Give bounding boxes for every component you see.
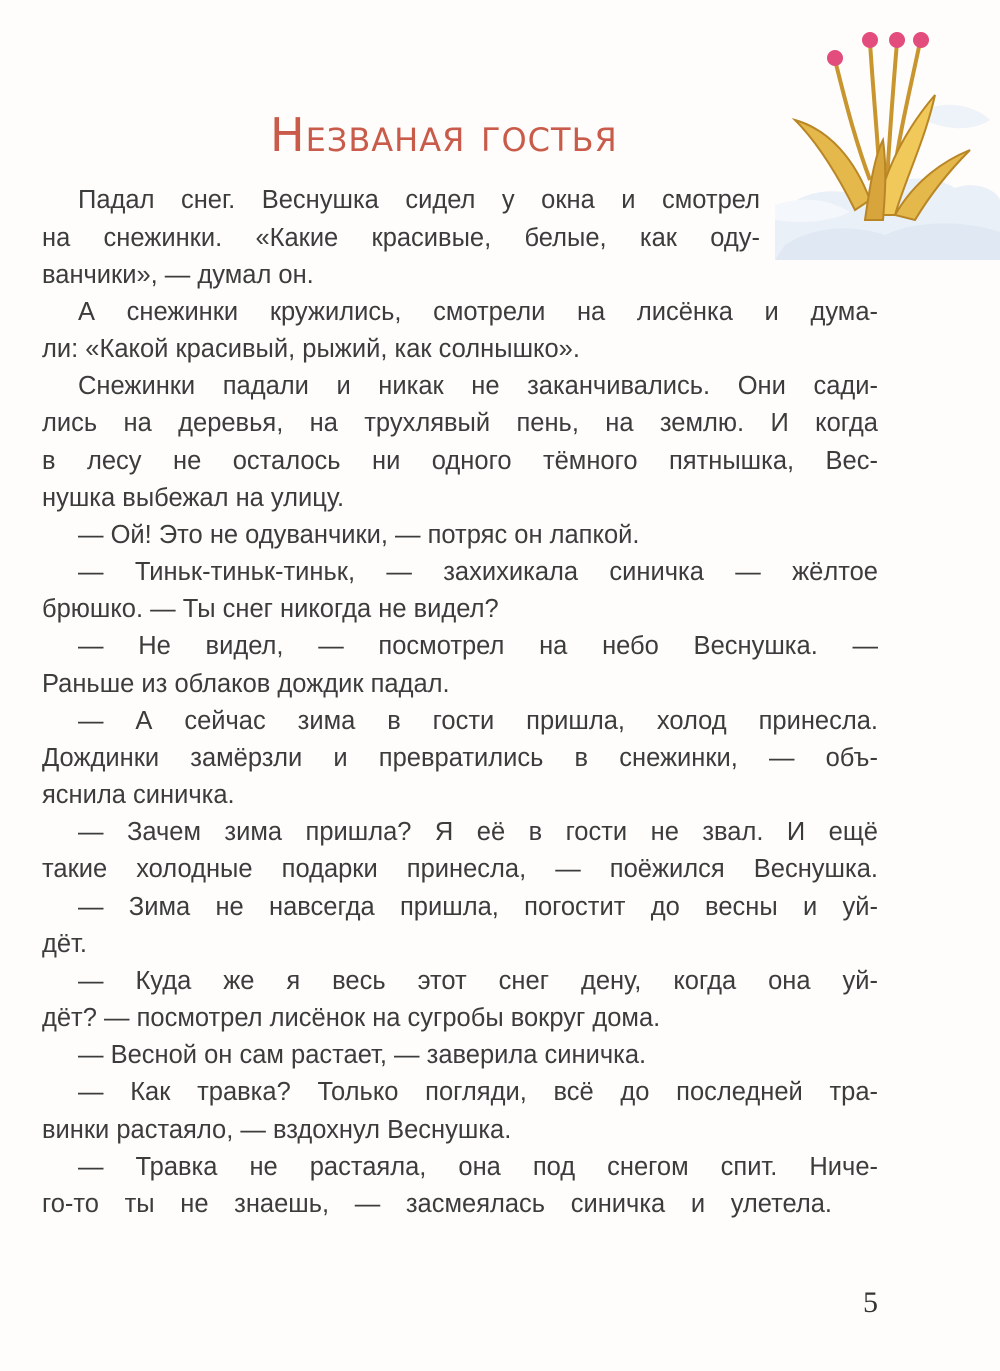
text-line: Дождинки замёрзли и превратились в снежинки, — объ- [42, 744, 878, 772]
text-line: дёт? — посмотрел лисёнок на сугробы вокруг дома. [42, 1004, 661, 1032]
text-line: — Травка не растаяла, она под снегом спит. Ниче- [78, 1153, 878, 1181]
text-line: такие холодные подарки принесла, — поёжился Веснушка. [42, 855, 878, 883]
text-line: — Куда же я весь этот снег дену, когда она уй- [78, 967, 878, 995]
text-line: Снежинки падали и никак не заканчивались. Они сади- [78, 372, 878, 400]
page-number: 5 [863, 1286, 878, 1319]
text-line: дёт. [42, 930, 87, 958]
text-line: — А сейчас зима в гости пришла, холод принесла. [78, 707, 878, 735]
text-line: Раньше из облаков дождик падал. [42, 670, 450, 698]
text-line: Падал снег. Веснушка сидел у окна и смотрел [78, 186, 760, 214]
text-line: брюшко. — Ты снег никогда не видел? [42, 595, 499, 623]
text-line: винки растаяло, — вздохнул Веснушка. [42, 1116, 512, 1144]
text-line: — Тиньк-тиньк-тиньк, — захихикала синичка — жёлтое [78, 558, 878, 586]
text-line: в лесу не осталось ни одного тёмного пятнышка, Вес- [42, 447, 878, 475]
text-line: ванчики», — думал он. [42, 261, 314, 289]
page-title: Незваная гостья [270, 108, 618, 162]
text-line: А снежинки кружились, смотрели на лисёнка и дума- [78, 298, 878, 326]
text-line: — Не видел, — посмотрел на небо Веснушка. — [78, 632, 878, 660]
text-line: — Зима не навсегда пришла, погостит до весны и уй- [78, 893, 878, 921]
text-line: нушка выбежал на улицу. [42, 484, 345, 512]
text-line: ли: «Какой красивый, рыжий, как солнышко». [42, 335, 580, 363]
text-line: — Как травка? Только погляди, всё до последней тра- [78, 1078, 878, 1106]
text-line: го-то ты не знаешь, — засмеялась синичка и улетела. [42, 1190, 832, 1218]
text-line: — Зачем зима пришла? Я её в гости не звал. И ещё [78, 818, 878, 846]
text-line: лись на деревья, на трухлявый пень, на землю. И когда [42, 409, 878, 437]
text-line: яснила синичка. [42, 781, 235, 809]
text-line: на снежинки. «Какие красивые, белые, как оду- [42, 224, 760, 252]
text-line: — Ой! Это не одуванчики, — потряс он лапкой. [78, 521, 640, 549]
text-line: — Весной он сам растает, — заверила синичка. [78, 1041, 647, 1069]
snowy-plant-with-berries-icon [775, 20, 1000, 260]
